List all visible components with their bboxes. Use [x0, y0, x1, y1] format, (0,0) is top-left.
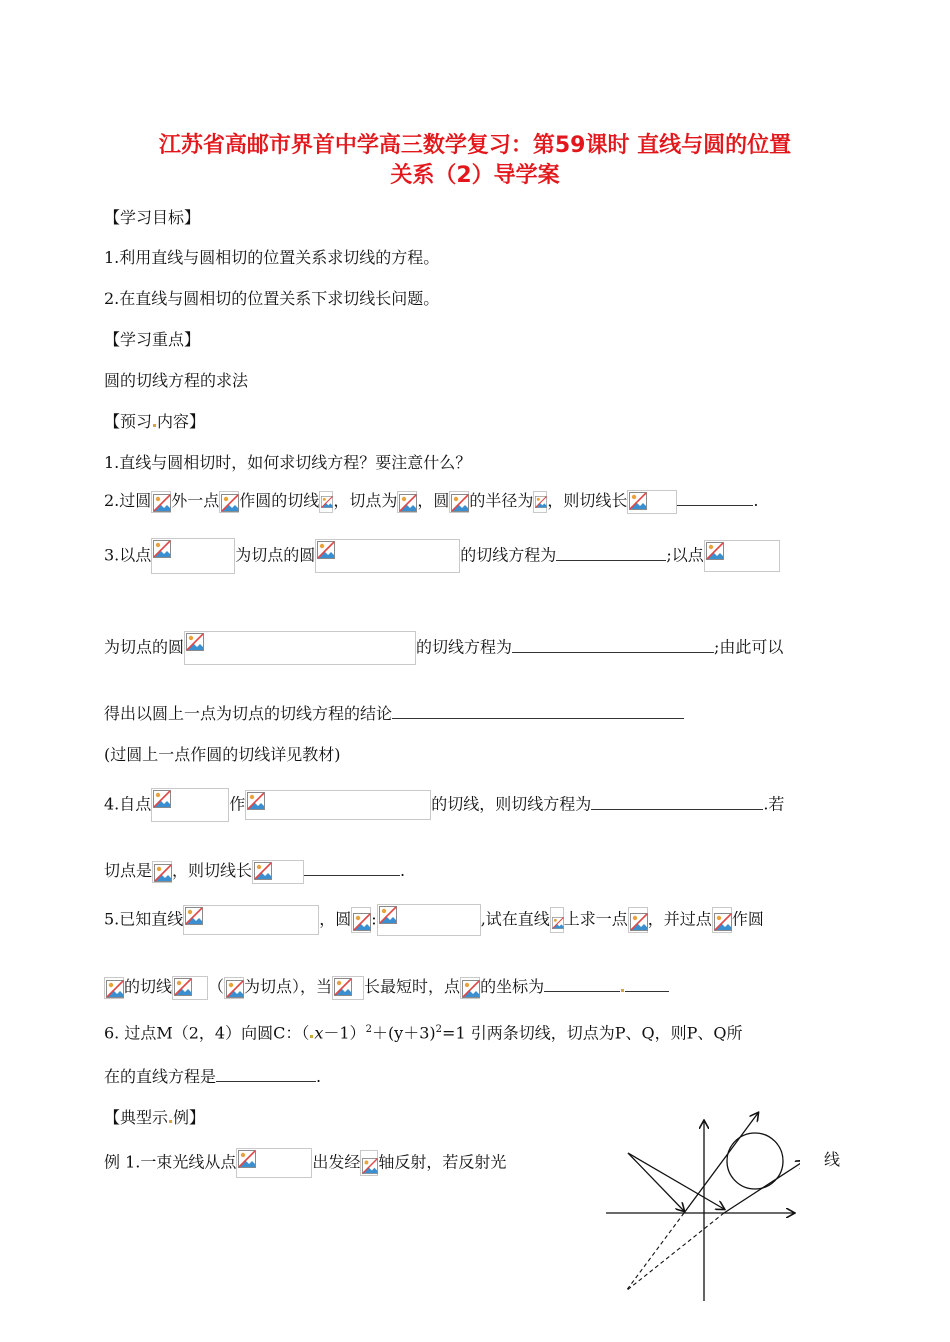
q6-text-4: =1 引两条切线，切点为P、Q，则P、Q所	[442, 1023, 743, 1043]
question-4	[104, 788, 784, 822]
formula-image	[550, 907, 564, 933]
formula-image	[351, 907, 371, 933]
broken-image-icon	[153, 540, 171, 558]
key-text: 圆的切线方程的求法	[104, 371, 249, 390]
example1-text-end: 线	[824, 1150, 841, 1169]
q2-text-1: 2.过圆	[104, 491, 152, 510]
q3-text-3: 的切线方程为	[460, 545, 557, 565]
answer-blank[interactable]	[556, 544, 666, 561]
formula-image	[224, 977, 244, 999]
formula-image	[712, 907, 732, 933]
broken-image-icon	[399, 494, 417, 512]
broken-image-icon	[362, 1158, 378, 1174]
q5-text-6: ，并过点	[647, 909, 712, 929]
question-5	[104, 904, 764, 936]
answer-blank[interactable]	[512, 636, 714, 653]
question-6-line-2	[104, 1065, 321, 1089]
q4-text-1: 4.自点	[104, 794, 152, 814]
q3-text-7: ;由此可以	[714, 637, 784, 657]
broken-image-icon	[185, 907, 203, 925]
page-title-line1: 江苏省高邮市界首中学高三数学复习：第59课时 直线与圆的位置	[158, 133, 792, 158]
formula-image	[183, 905, 319, 935]
q4-end: .	[400, 861, 406, 880]
answer-blank[interactable]	[392, 702, 684, 719]
question-3-line-3	[104, 702, 684, 726]
broken-image-icon	[154, 864, 172, 882]
broken-image-icon	[462, 980, 480, 998]
broken-image-icon	[247, 792, 265, 810]
q3-text-2: 为切点的圆	[235, 545, 316, 565]
question-4-line-2	[104, 859, 405, 884]
question-3	[104, 538, 780, 574]
q5-text-3: :	[371, 909, 377, 929]
broken-image-icon	[706, 542, 724, 560]
formula-image	[236, 1148, 312, 1178]
goal-1: 1.利用直线与圆相切的位置关系求切线的方程。	[104, 248, 440, 267]
formula-image	[151, 491, 171, 513]
question-6	[104, 1018, 742, 1045]
formula-image	[151, 538, 235, 574]
example-1	[104, 1148, 506, 1178]
formula-image	[172, 976, 208, 1000]
example-header	[104, 1106, 205, 1130]
q6-text-3: ＋(y＋3)	[371, 1023, 436, 1043]
key-header: 【学习重点】	[104, 330, 201, 349]
q5-text-9: （	[208, 977, 225, 996]
reflected-ray	[724, 1161, 800, 1213]
broken-image-icon	[226, 980, 244, 998]
broken-image-icon	[535, 494, 547, 510]
formula-image	[627, 490, 677, 514]
incident-ray	[628, 1153, 724, 1209]
formula-image	[319, 491, 333, 513]
preview-header-part-b: 内容】	[157, 412, 206, 431]
formula-image	[533, 491, 547, 513]
broken-image-icon	[186, 633, 204, 651]
answer-blank[interactable]	[304, 859, 400, 876]
formula-image	[152, 861, 172, 883]
q6-text-5: 在的直线方程是	[104, 1067, 217, 1086]
formula-image	[104, 977, 124, 999]
formula-image	[184, 631, 416, 665]
broken-image-icon	[153, 790, 171, 808]
dashed-extension	[626, 1213, 684, 1291]
broken-image-icon	[451, 494, 469, 512]
q4-text-3: 的切线，则切线方程为	[431, 794, 592, 814]
q6-text-1: 6. 过点M（2，4）向圆C：（	[104, 1023, 310, 1043]
q3-text-4: ;以点	[666, 545, 704, 565]
q4-text-4: .若	[763, 794, 785, 814]
question-3-note: (过圆上一点作圆的切线详见教材)	[104, 745, 341, 764]
answer-blank[interactable]	[677, 489, 753, 506]
q5-text-2: ，圆	[319, 909, 352, 929]
q5-text-10: 为切点），当	[244, 977, 333, 996]
q3-text-1: 3.以点	[104, 545, 152, 565]
broken-image-icon	[174, 978, 192, 996]
dot-mark	[621, 989, 624, 992]
page-title-line2: 关系（2）导学案	[390, 163, 560, 188]
q2-text-4: ，切点为	[333, 491, 398, 510]
formula-image	[377, 904, 481, 936]
q2-end: .	[753, 491, 759, 510]
q5-text-4: ,试在直线	[480, 909, 550, 929]
goal-2: 2.在直线与圆相切的位置关系下求切线长问题。	[104, 289, 440, 308]
q4-text-5: 切点是	[104, 861, 153, 880]
example1-text-3: 轴反射，若反射光	[378, 1152, 507, 1172]
broken-image-icon	[353, 913, 371, 931]
question-5-line-2	[104, 975, 669, 1000]
preview-header-part-a: 【预习	[104, 412, 153, 431]
broken-image-icon	[321, 494, 333, 510]
q2-text-7: ，则切线长	[547, 491, 628, 510]
example-header-part-a: 【典型示	[104, 1108, 169, 1127]
dot-mark	[169, 1120, 172, 1123]
broken-image-icon	[238, 1150, 256, 1168]
q2-text-5: ，圆	[417, 491, 450, 510]
q5-text-12: 的坐标为	[480, 977, 545, 996]
broken-image-icon	[221, 494, 239, 512]
formula-image	[460, 977, 480, 999]
dot-mark	[310, 1035, 313, 1038]
formula-image	[245, 790, 431, 820]
broken-image-icon	[379, 906, 397, 924]
q2-text-3: 作圆的切线	[239, 491, 320, 510]
example-header-part-b: 例】	[173, 1108, 206, 1127]
answer-blank[interactable]	[544, 975, 620, 992]
q2-text-2: 外一点	[171, 491, 220, 510]
broken-image-icon	[552, 915, 564, 931]
formula-image	[704, 540, 780, 572]
formula-image	[151, 788, 229, 822]
q6-end: .	[316, 1067, 322, 1086]
q5-text-8: 的切线	[124, 977, 173, 996]
formula-image	[360, 1150, 378, 1176]
goals-header: 【学习目标】	[104, 208, 201, 227]
q6-variable-x: x	[314, 1023, 324, 1043]
q4-text-6: ，则切线长	[172, 861, 253, 880]
reflection-diagram	[600, 1105, 800, 1305]
broken-image-icon	[106, 980, 124, 998]
q3-text-8: 得出以圆上一点为切点的切线方程的结论	[104, 704, 393, 723]
broken-image-icon	[254, 862, 272, 880]
formula-image	[252, 860, 304, 884]
question-1: 1.直线与圆相切时，如何求切线方程？要注意什么？	[104, 453, 472, 472]
broken-image-icon	[714, 913, 732, 931]
broken-image-icon	[629, 492, 647, 510]
incident-ray	[628, 1153, 684, 1211]
q3-text-6: 的切线方程为	[416, 637, 513, 657]
broken-image-icon	[630, 913, 648, 931]
formula-image	[219, 491, 239, 513]
example1-text-2: 出发经	[312, 1152, 361, 1172]
broken-image-icon	[317, 541, 335, 559]
q5-text-11: 长最短时，点	[364, 977, 461, 996]
formula-image	[315, 539, 460, 573]
q6-exponent-1: 2	[365, 1024, 372, 1035]
formula-image	[332, 976, 364, 1000]
dot-mark	[153, 424, 156, 427]
preview-header	[104, 410, 205, 434]
q5-text-1: 5.已知直线	[104, 909, 184, 929]
q5-text-5: 上求一点	[563, 909, 628, 929]
q4-text-2: 作	[229, 794, 246, 814]
answer-blank[interactable]	[625, 975, 669, 992]
formula-image	[628, 907, 648, 933]
broken-image-icon	[153, 494, 171, 512]
question-2	[104, 489, 758, 514]
example1-text-1: 例 1.一束光线从点	[104, 1152, 237, 1172]
q2-text-6: 的半径为	[469, 491, 534, 510]
answer-blank[interactable]	[216, 1065, 316, 1082]
formula-image	[397, 491, 417, 513]
q3-text-5: 为切点的圆	[104, 637, 185, 657]
q6-text-2: －1）	[323, 1023, 366, 1043]
broken-image-icon	[334, 978, 352, 996]
q6-exponent-2: 2	[435, 1024, 443, 1035]
question-3-line-2	[104, 631, 783, 665]
answer-blank[interactable]	[591, 793, 763, 810]
q5-text-7: 作圆	[731, 909, 764, 929]
formula-image	[449, 491, 469, 513]
